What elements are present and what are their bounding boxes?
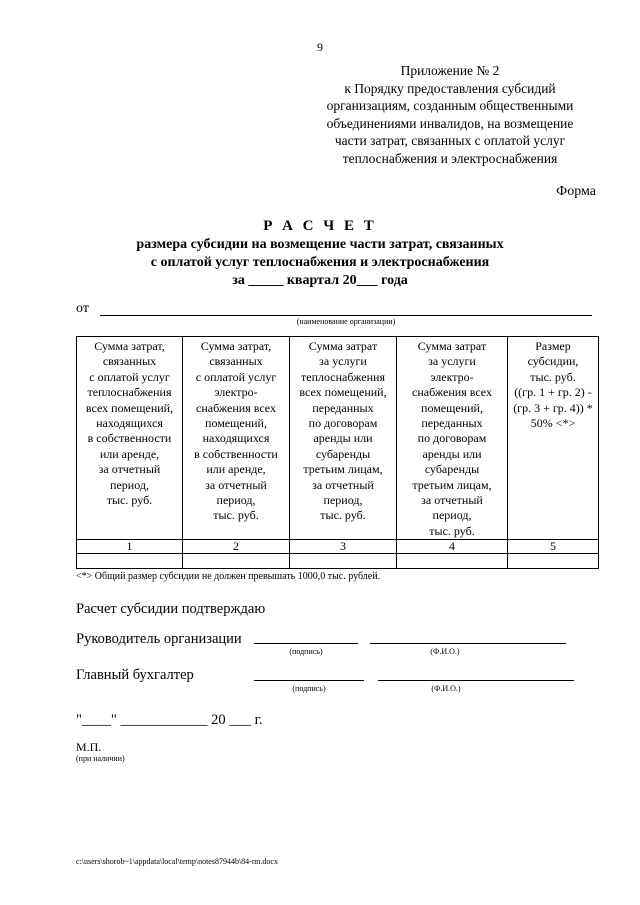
header-line: в собственности <box>87 431 172 446</box>
header-line: ((гр. 1 + гр. 2) - <box>514 385 592 400</box>
header-line: (гр. 3 + гр. 4)) * <box>513 400 593 415</box>
header-line: Сумма затрат, <box>94 339 165 353</box>
header-line: субсидии, <box>527 354 579 369</box>
header-line: находящихся <box>96 416 163 431</box>
header-line: снабжения всех <box>196 400 276 415</box>
header-line: переданных <box>421 416 483 431</box>
header-line: снабжения всех <box>412 385 492 400</box>
page-number: 9 <box>317 40 323 54</box>
data-cell[interactable] <box>77 554 183 569</box>
date-line[interactable]: "____" ____________ 20 ___ г. <box>76 712 263 728</box>
organization-name-hint: (наименование организации) <box>296 317 396 326</box>
header-line: аренды или <box>422 446 482 461</box>
header-line: субаренды <box>424 462 480 477</box>
accountant-name-line[interactable] <box>378 680 574 681</box>
data-cell[interactable] <box>508 554 599 569</box>
header-line: Сумма затрат, <box>200 339 272 353</box>
header-line: третьим лицам, <box>303 462 383 477</box>
column-number: 5 <box>508 540 599 554</box>
header-col-2 <box>183 337 290 540</box>
header-line: теплоснабжения <box>87 385 172 400</box>
appendix-line: организациям, созданным общественными <box>326 98 574 114</box>
column-number: 2 <box>183 540 290 554</box>
header-line: переданных <box>312 400 374 415</box>
column-number: 3 <box>290 540 397 554</box>
header-col-5 <box>508 337 599 540</box>
form-label: Форма <box>556 184 596 199</box>
appendix-line: теплоснабжения и электроснабжения <box>342 150 558 166</box>
header-line: период, <box>432 508 472 523</box>
header-line: за отчетный <box>98 462 161 477</box>
header-line: с оплатой услуг <box>89 369 170 384</box>
header-line: тыс. руб. <box>213 508 259 523</box>
header-line: тыс. руб. <box>320 508 366 523</box>
header-line: за услуги <box>319 354 367 369</box>
head-signature-hint: (подпись) <box>289 647 323 656</box>
header-line: теплоснабжения <box>301 369 385 384</box>
appendix-block <box>300 62 600 168</box>
stamp-label: М.П. <box>76 740 102 754</box>
header-line: электро- <box>430 369 474 384</box>
subtitle-line: размера субсидии на возмещение части затрат, связанных <box>136 237 504 252</box>
data-cell[interactable] <box>183 554 290 569</box>
header-line: тыс. руб. <box>429 523 475 538</box>
header-line: с оплатой услуг <box>195 369 277 384</box>
header-line: тыс. руб. <box>530 369 576 384</box>
header-line: период, <box>110 477 149 492</box>
header-line: всех помещений, <box>299 385 387 400</box>
header-line: Сумма затрат <box>417 339 487 353</box>
head-name-hint: (Ф.И.О.) <box>430 647 460 656</box>
header-line: субаренды <box>315 446 371 461</box>
header-line: тыс. руб. <box>106 493 153 508</box>
header-line: связанных <box>209 354 263 369</box>
header-line: всех помещений, <box>85 400 174 415</box>
header-line: период, <box>323 493 363 508</box>
footnote: <*> Общий размер субсидии не должен превышать 1000,0 тыс. рублей. <box>76 571 381 582</box>
organization-name-line[interactable] <box>100 315 592 316</box>
file-path: c:\users\shorob~1\appdata\local\temp\notes87944b\84-пп.docx <box>76 857 278 866</box>
calculation-table <box>76 336 599 569</box>
header-line: или аренде, <box>99 446 160 461</box>
column-number: 1 <box>77 540 183 554</box>
column-number: 4 <box>397 540 508 554</box>
appendix-line: к Порядку предоставления субсидий <box>344 80 556 96</box>
column-number-row <box>77 540 599 554</box>
header-line: за отчетный <box>421 493 483 508</box>
document-subtitle <box>0 236 640 290</box>
data-cell[interactable] <box>397 554 508 569</box>
confirmation-text: Расчет субсидии подтверждаю <box>76 601 266 617</box>
accountant-signature-line[interactable] <box>254 680 364 681</box>
data-cell[interactable] <box>290 554 397 569</box>
header-line: помещений, <box>205 416 267 431</box>
stamp-note: (при наличии) <box>76 754 125 763</box>
header-line: по договорам <box>417 431 487 446</box>
header-line: 50% <*> <box>530 416 576 431</box>
head-label: Руководитель организации <box>76 631 242 647</box>
head-name-line[interactable] <box>370 643 566 644</box>
accountant-label: Главный бухгалтер <box>76 667 194 683</box>
header-line: в собственности <box>194 446 278 461</box>
header-line: третьим лицам, <box>412 477 492 492</box>
header-line: связанных <box>102 354 157 369</box>
appendix-line: Приложение № 2 <box>400 63 500 78</box>
appendix-line: части затрат, связанных с оплатой услуг <box>334 133 566 149</box>
appendix-line: объединениями инвалидов, на возмещение <box>326 115 574 131</box>
from-label: от <box>76 301 89 316</box>
header-line: Размер <box>535 339 571 353</box>
document-title: Р А С Ч Е Т <box>263 218 377 234</box>
header-col-1 <box>77 337 183 540</box>
header-line: период, <box>216 493 256 508</box>
subtitle-line: с оплатой услуг теплоснабжения и электроснабжения <box>150 255 490 270</box>
header-line: за отчетный <box>312 477 374 492</box>
header-line: Сумма затрат <box>308 339 378 353</box>
accountant-name-hint: (Ф.И.О.) <box>431 684 461 693</box>
header-col-3 <box>290 337 397 540</box>
header-line: по договорам <box>308 416 378 431</box>
header-line: аренды или <box>313 431 373 446</box>
header-line: помещений, <box>421 400 483 415</box>
head-signature-line[interactable] <box>254 643 358 644</box>
table-header-row <box>77 337 599 540</box>
header-line: за отчетный <box>205 477 267 492</box>
header-line: находящихся <box>202 431 270 446</box>
header-line: или аренде, <box>206 462 266 477</box>
header-line: электро- <box>214 385 258 400</box>
accountant-signature-hint: (подпись) <box>292 684 326 693</box>
header-col-4 <box>397 337 508 540</box>
header-line: за услуги <box>428 354 476 369</box>
table-data-row <box>77 554 599 569</box>
subtitle-line: за _____ квартал 20___ года <box>232 273 408 288</box>
